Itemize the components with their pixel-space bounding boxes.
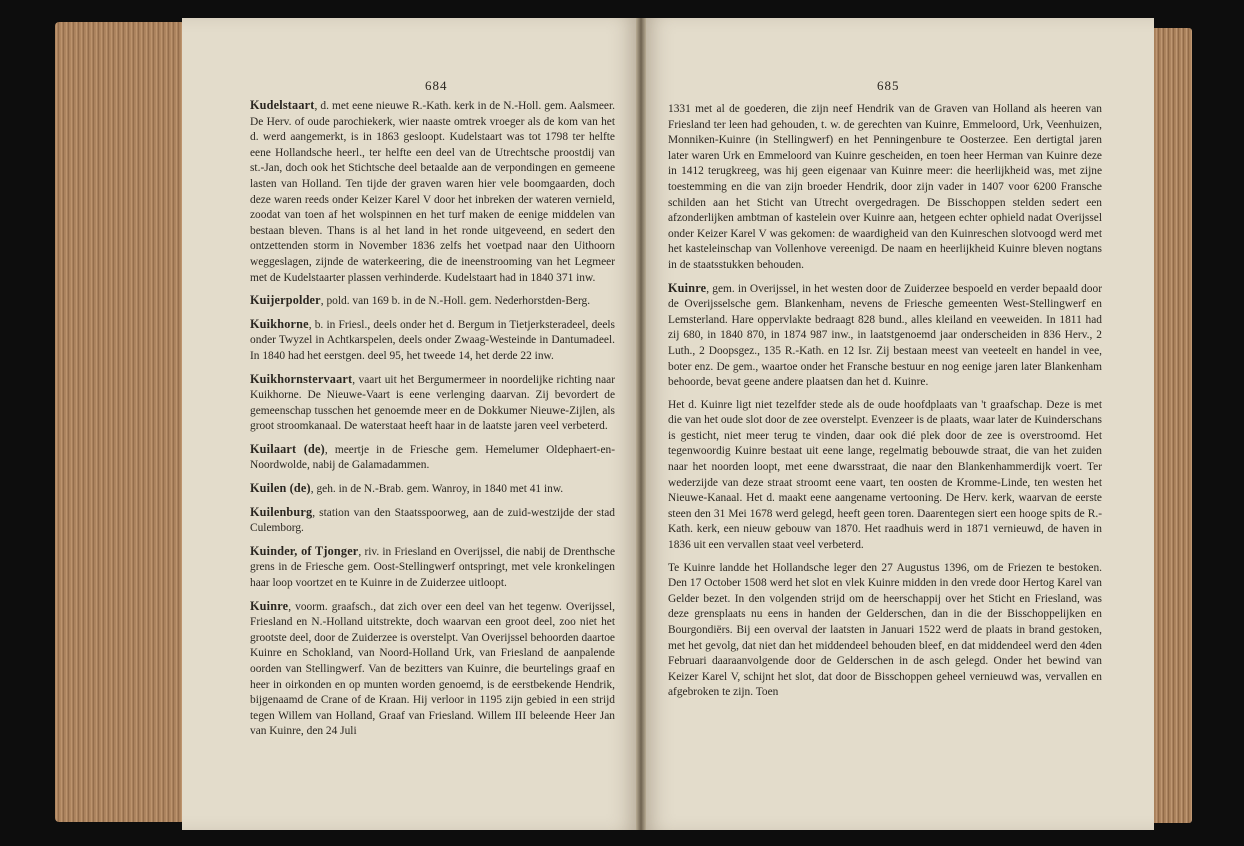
entry-kuilenburg: [250, 505, 615, 537]
entry-headword: Kuijerpolder: [250, 293, 321, 308]
entry-body: , geh. in de N.-Brab. gem. Wanroy, in 1840 met 41 inw.: [310, 483, 564, 496]
entry-headword: Kuilaart (de): [250, 441, 325, 456]
paragraph-kuinre-continued: [668, 102, 1102, 274]
entry-kuijerpolder: [250, 293, 615, 310]
paragraph-body: 1331 met al de goederen, die zijn neef Hendrik van de Graven van Holland als heeren van Friesland ter leen had gehouden, t. w. de gerechten van Kuinre, Emmeloord, Urk, Veenhuizen, Monniken-Kuinre (in Stellingwerf) en het Penningenbure te Oosterzee. Een dertigtal jaren later waren Urk en Emmeloord van Kuinre gescheiden, en toen heer Herman van Kuinre deze in 1412 terugkreeg, was hij geen eigenaar van Kuinre meer: die heerlijkheid was, met zijne toestemming en die van zijn broeder Hendrik, door zijn vader in 1407 voor 6200 Fransche schilden aan het Sticht van Utrecht overgedragen. De Bisschoppen stelden sedert een afzonderlijken ambtman of kastelein over Kuinre aan, hetgeen echter ophield nadat Overijssel onder Keizer Karel V was gekomen: de waardigheid van den Kuinreschen slotvoogd werd met het kasteleinschap van Vollenhove vereenigd. De naam en heerlijkheid Kuinre bleven nogtans in de staatsstukken behouden.: [668, 103, 1102, 271]
paragraph-kuinre-geschiedenis: [668, 561, 1102, 701]
entry-body: , station van den Staatsspoorweg, aan de zuid-westzijde der stad Culemborg.: [250, 506, 615, 535]
entry-kudelstaart: [250, 98, 615, 286]
entry-headword: Kuilen (de): [250, 481, 311, 496]
entry-headword: Kuinre: [250, 598, 289, 613]
entry-headword: Kudelstaart: [250, 98, 315, 112]
right-page-number: 685: [877, 78, 900, 93]
entry-headword: Kuilenburg: [250, 504, 313, 519]
entry-headword: Kuikhorne: [250, 316, 309, 331]
right-page-text: [668, 102, 1102, 708]
entry-body: , vaart uit het Bergumermeer in noordelijke richting naar Kuikhorne. De Nieuwe-Vaart is eene verlenging daarvan. Zij bevordert de gemeenschap tusschen het genoemde meer en de Dokkumer Nieuwe-Zijlen, als groot stroomkanaal. De waterstaat heeft haar in de laatste jaren veel verbeterd.: [250, 373, 615, 433]
left-page-edges: [55, 22, 185, 822]
entry-body: , d. met eene nieuwe R.-Kath. kerk in de N.-Holl. gem. Aalsmeer. De Herv. of oude parochiekerk, wier naaste omtrek vroeger als de kom van het d. werd aangemerkt, is in 1863 gesloopt. Kudelstaart was tot 1798 ter helfte eene Hollandsche heerl., ter helfte een deel van de Utrechtsche proostdij van st.-Jan, doch ook het Stichtsche deel betaalde aan de verpondingen en gemeene lasten van Holland. Ten tijde der graven waren hier vele boomgaarden, doch deze waren reeds onder Keizer Karel V door het inbreken der wateren vernield, zoodat van toen af het wolspinnen en het turf maken de eenige middelen van bestaan bleven. Thans is al het land in het ronde uitgeveend, en sedert den ontzettenden storm in November 1836 zelfs het voetpad naar den Uithoorn weggeslagen, zijnde de waterkeering, die de ineenstrooming van het Legmeer met de Kudelstaarter plassen verhinderde. Kudelstaart had in 1840 371 inw.: [250, 100, 615, 284]
entry-kuinre-gemeente: [668, 281, 1102, 391]
entry-body: , b. in Friesl., deels onder het d. Bergum in Tietjerksteradeel, deels onder Twyzel in Achtkarspelen, deels onder Zwaag-Westeinde in Dantumadeel. In 1840 had het eerstgen. deel 95, het tweede 14, het derde 22 inw.: [250, 318, 615, 362]
entry-kuinder: [250, 544, 615, 592]
entry-kuikhornstervaart: [250, 372, 615, 435]
entry-kuinre-graafschap: [250, 599, 615, 740]
entry-body: , pold. van 169 b. in de N.-Holl. gem. Nederhorstden-Berg.: [320, 295, 591, 308]
left-page-text: [250, 98, 615, 747]
paragraph-body: Het d. Kuinre ligt niet tezelfder stede als de oude hoofdplaats van 't graafschap. Deze is met die van het oude slot door de zee overstelpt. Evenzeer is de plaats, waar later de Kuinderschans is gesticht, niet meer terug te vinden, daar ook dié plek door de zee is overstroomd. Het tegenwoordig Kuinre bestaat uit eene lange, regelmatig bebouwde straat, die van het zuiden naar het noorden loopt, met eene dwarsstraat, die naar den Blankenhammerdijk voert. Ter wederzijde van deze straat stroomt eene vaart, ten oosten de Kromme-Linde, ten westen het Nieuwe-Kanaal. Het d. maakt eene aangename vertooning. De Herv. kerk, waarvan de eerste steen den 31 Mei 1678 werd gelegd, heeft geen toren. Daarentegen siert een hooge spits de R.-Kath. kerk, een nieuw gebouw van 1870. Het raadhuis werd in 1871 vernieuwd, de haven in 1836 uit een vervallen staat veel verbeterd.: [668, 398, 1102, 552]
entry-kuikhorne: [250, 317, 615, 365]
entry-kuilaart: [250, 442, 615, 474]
left-page-number: 684: [425, 78, 448, 93]
entry-headword: Kuikhornstervaart: [250, 371, 353, 386]
right-page-edges: [1150, 28, 1192, 823]
entry-headword: Kuinder, of Tjonger: [250, 543, 359, 558]
book-gutter: [636, 18, 646, 830]
entry-body: , riv. in Friesland en Overijssel, die nabij de Drenthsche grens in de Friesche gem. Oost-Stellingwerf ontspringt, met vele kronkelingen haar loop voortzet en te Kuinre in de Zuiderzee uitloopt.: [250, 545, 615, 590]
entry-body: , voorm. graafsch., dat zich over een deel van het tegenw. Overijssel, Friesland en N.-Holland uitstrekte, doch waarvan een groot deel, zoo niet het grootste deel, door de Zuiderzee is overstelpt. Van Overijssel behoorden daartoe Kuinre en Schokland, van Noord-Holland Urk, van Friesland de aanpalende oorden van Stellingwerf. Van de bezitters van Kuinre, die beurtelings graaf en heer in oirkonden en op munten worden genoemd, is de eerstbekende Hendrik, bijgenaamd de Crane of de Kraan. Hij verloor in 1195 zijn gebied in een strijd tegen Willem van Holland, Graaf van Friesland. Willem III beleende Heer Jan van Kuinre, den 24 Juli: [250, 600, 615, 738]
entry-headword: Kuinre: [668, 280, 707, 295]
entry-body: , gem. in Overijssel, in het westen door de Zuiderzee bespoeld en verder bepaald door de Overijsselsche gem. Blankenham, nevens de Friesche gemeenten West-Stellingwerf en Lemsterland. Hare oppervlakte bedraagt 828 bund., alles kleiland en veeweiden. In 1811 had zij 680, in 1840 870, in 1874 987 inw., in laatstgenoemd jaar onderscheiden in 836 Herv., 2 Luth., 2 Doopsgez., 135 R.-Kath. en 12 Isr. Zij bestaan meest van veeteelt en handel in vee, boter enz. De gem., waartoe onder het Fransche bestuur en nog eenige jaren later Blankenham behoorde, bevat geene andere plaatsen dan het d. Kuinre.: [668, 282, 1102, 389]
entry-kuilen: [250, 481, 615, 498]
paragraph-kuinre-dorp: [668, 398, 1102, 554]
paragraph-body: Te Kuinre landde het Hollandsche leger den 27 Augustus 1396, om de Friezen te bestoken. Den 17 October 1508 werd het slot en vlek Kuinre midden in den vrede door Hertog Karel van Gelder bezet. In den volgenden strijd om de heerschappij over het Sticht en Friesland, was deze grensplaats nu eens in handen der Gelderschen, dan in die der Bisschoppelijken en Bourgondiërs. Bij een overval der laatsten in Januari 1522 werd de plaats in brand gestoken, met het gevolg, dat niet dan het middendeel behouden bleef, en dat middendeel werd den 4den Februari daaraanvolgende door de Gelderschen in de asch gelegd. Onder het bewind van Keizer Karel V, schijnt het slot, dat door de Bisschoppen geheel vernieuwd was, vervallen en afgebroken te zijn. Toen: [668, 561, 1102, 699]
entry-body: , meertje in de Friesche gem. Hemelumer Oldephaert-en-Noordwolde, nabij de Galamadammen.: [250, 443, 616, 472]
